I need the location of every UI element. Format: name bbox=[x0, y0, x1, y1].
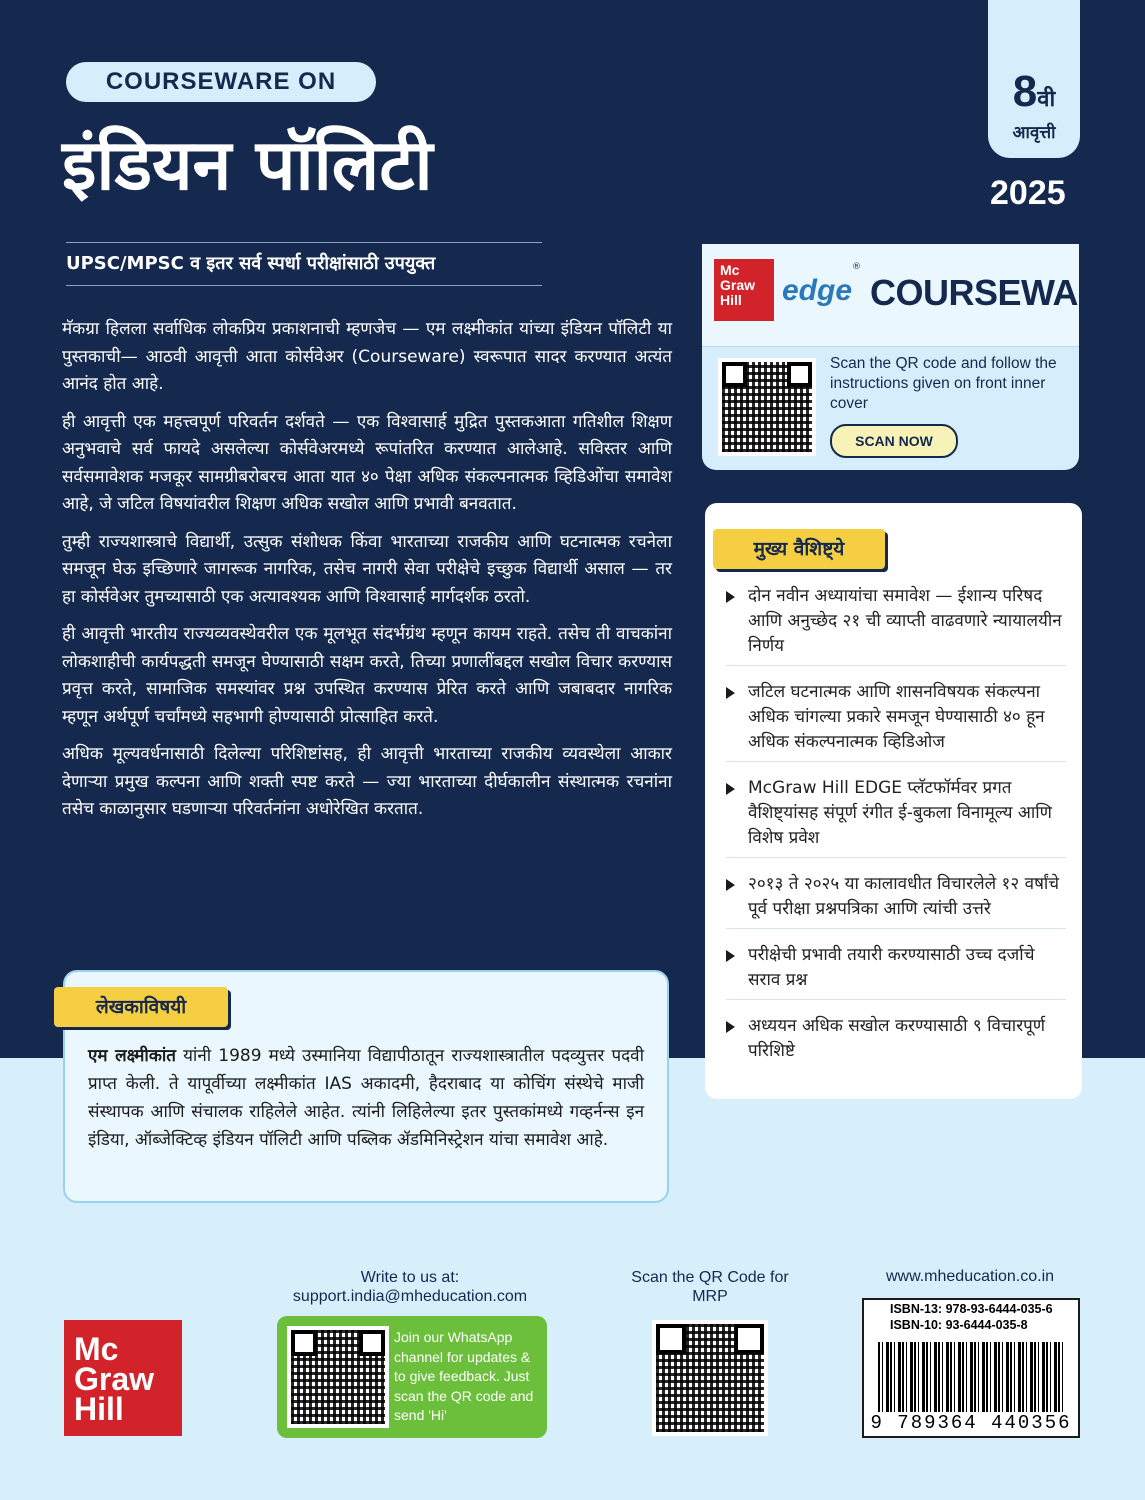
isbn-barcode bbox=[862, 1298, 1080, 1438]
triangle-bullet-icon bbox=[726, 950, 735, 962]
feature-item: जटिल घटनात्मक आणि शासनविषयक संकल्पना अधिक चांगल्या प्रकारे समजून घेण्यासाठी ४० हून अधिक संकल्पनात्मक व्हिडिओज bbox=[726, 680, 1066, 762]
description-text bbox=[62, 316, 672, 834]
triangle-bullet-icon bbox=[726, 783, 735, 795]
whatsapp-qr-code[interactable] bbox=[287, 1326, 389, 1428]
mrp-qr-label: Scan the QR Code for MRP bbox=[631, 1269, 789, 1305]
edition-tab bbox=[988, 0, 1080, 158]
edge-card-header bbox=[702, 244, 1128, 347]
description-paragraph: ही आवृत्ती एक महत्त्वपूर्ण परिवर्तन दर्शवते — एक विश्वासार्ह मुद्रित पुस्तकआता गतिशील शिक्षण अनुभवाचे सर्व फायदे असलेल्या कोर्सवेअरमध्ये रूपांतरित करण्यात आलेआहे. सविस्तर आणि सर्वसमावेशक मजकूर सामग्रीबरोबरच आता यात ४० पेक्षा अधिक संकल्पनात्मक व्हिडिओंचा समावेश आहे, जे जटिल विषयांवरील शिक्षण अधिक सखोल आणि प्रभावी बनवतात. bbox=[62, 411, 672, 514]
description-paragraph: अधिक मूल्यवर्धनासाठी दिलेल्या परिशिष्टांसह, ही आवृत्ती भारताच्या राजकीय व्यवस्थेला आकार देणाऱ्या प्रमुख कल्पना आणि शक्ती स्पष्ट करते — ज्या भारताच्या दीर्घकालीन संस्थात्मक रचनांना तसेच काळानुसार घडणाऱ्या परिवर्तनांना अधोरेखित करतात. bbox=[62, 744, 672, 819]
courseware-on-badge: COURSEWARE ON bbox=[66, 62, 376, 102]
website-url[interactable]: www.mheducation.co.in bbox=[885, 1268, 1055, 1285]
scan-now-button[interactable]: SCAN NOW bbox=[830, 424, 958, 458]
mrp-qr-code[interactable] bbox=[652, 1320, 768, 1436]
write-to-us-label: Write to us at: bbox=[360, 1269, 460, 1286]
edition-suffix: वी bbox=[1037, 87, 1056, 112]
isbn-13: ISBN-13: 978-93-6444-035-6 bbox=[890, 1302, 1053, 1316]
edition-year: 2025 bbox=[990, 174, 1066, 212]
key-features-tag: मुख्य वैशिष्ट्ये bbox=[713, 529, 885, 569]
support-email[interactable]: support.india@mheducation.com bbox=[292, 1288, 528, 1305]
description-paragraph: तुम्ही राज्यशास्त्राचे विद्यार्थी, उत्सुक संशोधक किंवा भारताच्या राजकीय आणि घटनात्मक रचनेला समजून घेऊ इच्छिणारे जागरूक नागरिक, तसेच नागरी सेवा परीक्षेचे इच्छुक विद्यार्थी असाल — तर हा कोर्सवेअर तुमच्यासाठी एक अत्यावश्यक आणि विश्वासार्ह मार्गदर्शक ठरतो. bbox=[62, 531, 672, 607]
feature-item: McGraw Hill EDGE प्लॅटफॉर्मवर प्रगत वैशिष्ट्यांसह संपूर्ण रंगीत ई-बुकला विनामूल्य आणि विशेष प्रवेश bbox=[726, 776, 1066, 858]
whatsapp-card bbox=[277, 1316, 547, 1438]
mcgraw-hill-logo: Mc Graw Hill bbox=[64, 1320, 182, 1436]
triangle-bullet-icon bbox=[726, 687, 735, 699]
barcode-number: 9 789364 440356 bbox=[870, 1412, 1072, 1434]
triangle-bullet-icon bbox=[726, 1021, 735, 1033]
isbn-10: ISBN-10: 93-6444-035-8 bbox=[890, 1318, 1028, 1332]
about-author-tag: लेखकाविषयी bbox=[54, 987, 228, 1027]
courseware-qr-code[interactable] bbox=[718, 358, 816, 456]
contact-info bbox=[270, 1268, 550, 1306]
book-title: इंडियन पॉलिटी bbox=[62, 124, 433, 206]
feature-item: परीक्षेची प्रभावी तयारी करण्यासाठी उच्च दर्जाचे सराव प्रश्न bbox=[726, 943, 1066, 1000]
barcode-bars bbox=[878, 1342, 1064, 1412]
registered-mark: ® bbox=[852, 262, 861, 272]
author-name: एम लक्ष्मीकांत bbox=[88, 1046, 176, 1066]
edge-wordmark: edge bbox=[782, 274, 853, 307]
description-paragraph: मॅकग्रा हिलला सर्वाधिक लोकप्रिय प्रकाशनाची म्हणजेच — एम लक्ष्मीकांत यांच्या इंडियन पॉलिटी या पुस्तकाची— आठवी आवृत्ती आता कोर्सवेअर (Courseware) स्वरूपात सादर करण्यात अत्यंत आनंद होत आहे. bbox=[62, 319, 672, 394]
triangle-bullet-icon bbox=[726, 591, 735, 603]
feature-item: अध्ययन अधिक सखोल करण्यासाठी ९ विचारपूर्ण परिशिष्टे bbox=[726, 1014, 1066, 1070]
mcgraw-hill-logo-small: Mc Graw Hill bbox=[714, 259, 774, 321]
about-author-text: एम लक्ष्मीकांत यांनी 1989 मध्ये उस्मानिया विद्यापीठातून राज्यशास्त्रातील पदव्युत्तर पदवी प्राप्त केली. ते यापूर्वीच्या लक्ष्मीकांत IAS अकादमी, हैदराबाद या कोचिंग संस्थेचे माजी संस्थापक आणि संचालक राहिलेले आहेत. त्यांनी लिहिलेल्या इतर पुस्तकांमध्ये गव्हर्नन्स इन इंडिया, ऑब्जेक्टिव्ह इंडियन पॉलिटी आणि पब्लिक ॲडमिनिस्ट्रेशन यांचा समावेश आहे. bbox=[88, 1046, 645, 1150]
edge-courseware-card bbox=[702, 244, 1128, 470]
scan-instructions: Scan the QR code and follow the instructions given on front inner cover bbox=[830, 355, 1057, 412]
feature-item: दोन नवीन अध्यायांचा समावेश — ईशान्य परिषद आणि अनुच्छेद २१ ची व्याप्ती वाढवणारे न्यायालयीन निर्णय bbox=[726, 584, 1066, 666]
feature-item: २०१३ ते २०२५ या कालावधीत विचारलेले १२ वर्षांचे पूर्व परीक्षा प्रश्नपत्रिका आणि त्यांची उत्तरे bbox=[726, 872, 1066, 929]
edition-label: आवृत्ती bbox=[1012, 123, 1056, 143]
courseware-wordmark: COURSEWARE bbox=[870, 272, 1128, 313]
edition-number: 8वी bbox=[1012, 67, 1056, 116]
book-subtitle: UPSC/MPSC व इतर सर्व स्पर्धा परीक्षांसाठी उपयुक्त bbox=[66, 242, 542, 286]
triangle-bullet-icon bbox=[726, 879, 735, 891]
key-features-list bbox=[726, 584, 1066, 1084]
whatsapp-text: Join our WhatsApp channel for updates & to give feedback. Just scan the QR code and send 'Hi' bbox=[394, 1329, 534, 1423]
description-paragraph: ही आवृत्ती भारतीय राज्यव्यवस्थेवरील एक मूलभूत संदर्भग्रंथ म्हणून कायम राहते. तसेच ती वाचकांना लोकशाहीची कार्यपद्धती समजून घेण्यासाठी सक्षम करते, तिच्या प्रणालींबद्दल सखोल विचार करण्यास प्रवृत्त करते, सामाजिक समस्यांवर प्रश्न उपस्थित करण्यास प्रेरित करते आणि जबाबदार नागरिक म्हणून अर्थपूर्ण चर्चांमध्ये सहभागी होण्यासाठी प्रोत्साहित करते. bbox=[62, 624, 672, 727]
